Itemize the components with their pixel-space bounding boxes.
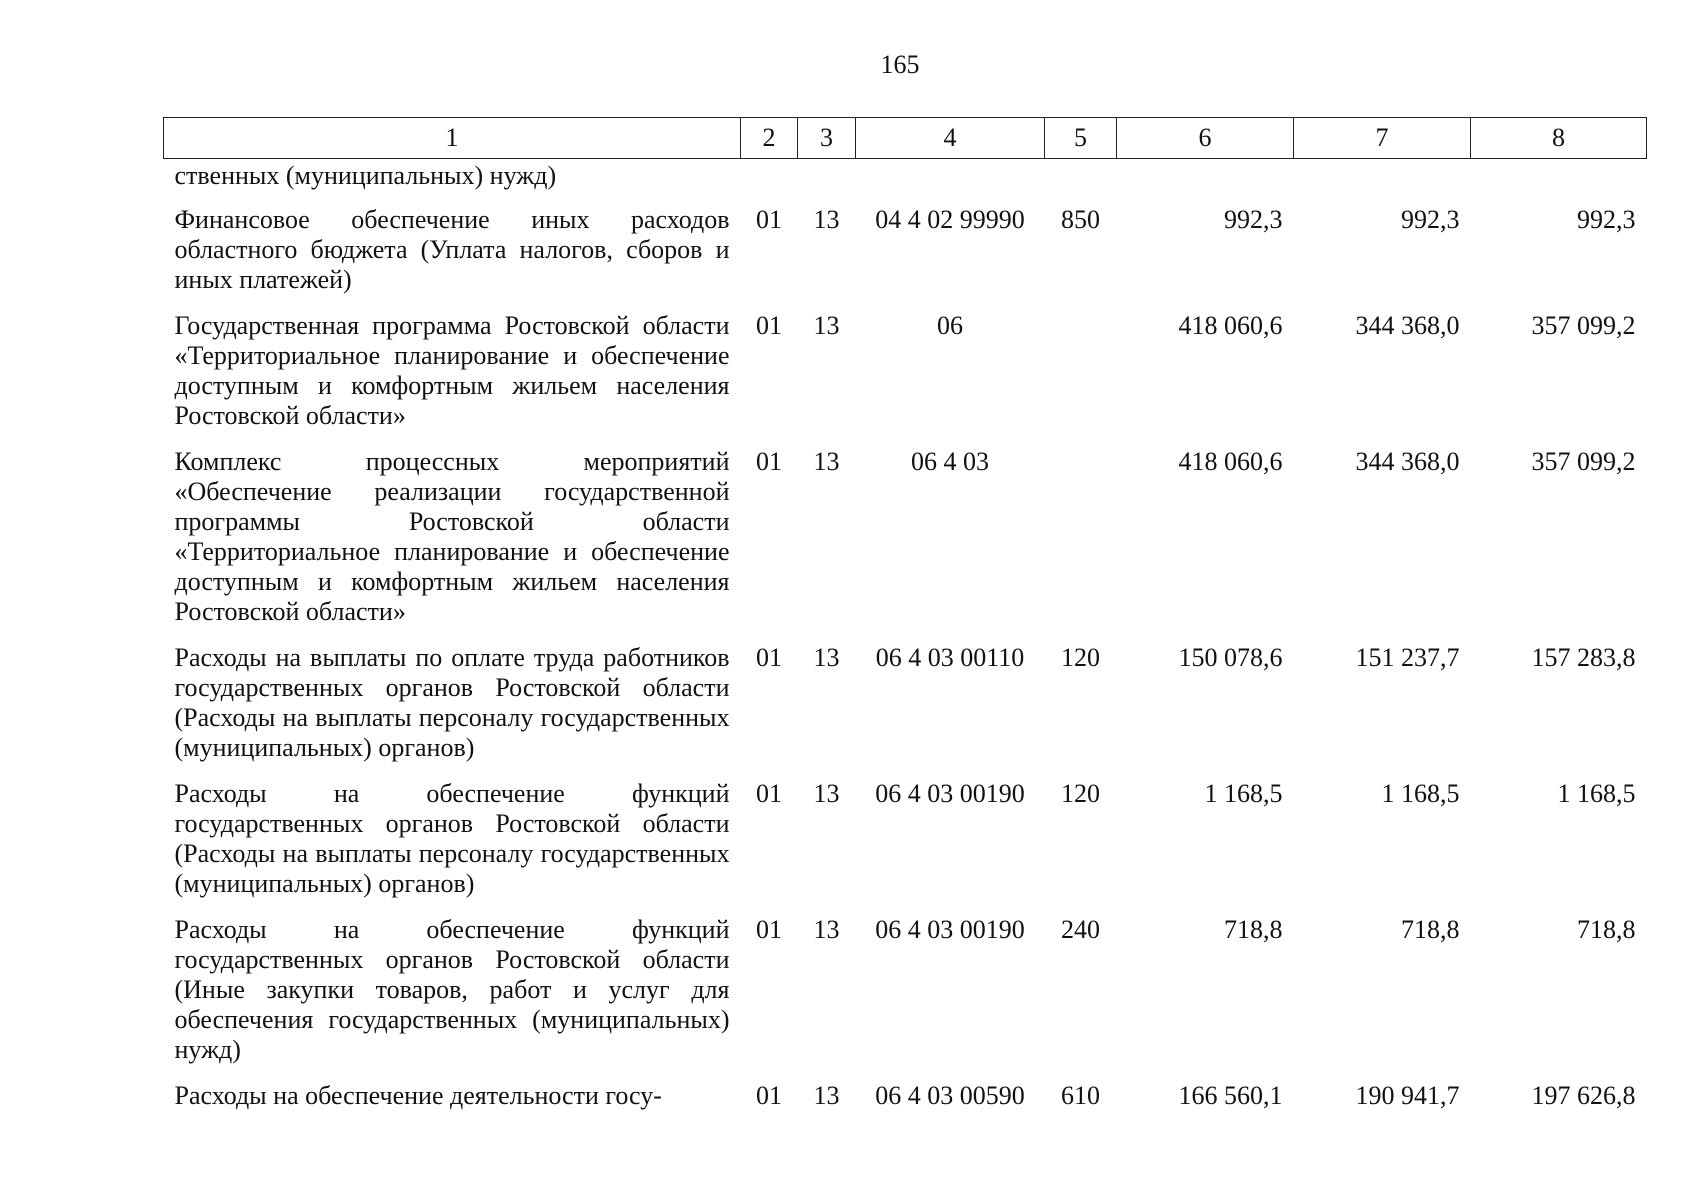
row-section: 01 — [756, 915, 782, 944]
table-row — [164, 771, 1647, 907]
row-amount-6: 150 078,6 — [1178, 643, 1283, 672]
row-target-code: 06 — [937, 311, 963, 340]
header-cell-4: 4 — [856, 118, 1045, 159]
row-target-code: 06 4 03 00590 — [875, 1081, 1025, 1110]
row-subsection: 13 — [813, 311, 840, 340]
row-expense-type: 610 — [1061, 1081, 1100, 1110]
row-section: 01 — [756, 447, 782, 476]
row-name: Государственная программа Ростовской области «Территориальное планирование и обеспечение доступным и комфортным жильем населения Ростовской области» — [174, 311, 730, 430]
row-amount-6: 1 168,5 — [1204, 779, 1283, 808]
row-amount-8: 1 168,5 — [1557, 779, 1636, 808]
row-amount-8: 992,3 — [1577, 205, 1636, 234]
row-amount-8: 197 626,8 — [1531, 1081, 1636, 1110]
row-expense-type: 240 — [1061, 915, 1100, 944]
row-amount-7: 151 237,7 — [1355, 643, 1460, 672]
row-expense-type — [1045, 439, 1117, 635]
table-row — [164, 907, 1647, 1073]
row-amount-6: 718,8 — [1224, 915, 1283, 944]
row-subsection: 13 — [813, 779, 840, 808]
row-section: 01 — [756, 205, 782, 234]
header-cell-7: 7 — [1294, 118, 1471, 159]
row-section: 01 — [756, 311, 782, 340]
row-amount-8: 357 099,2 — [1531, 311, 1636, 340]
row-name: ственных (муниципальных) нужд) — [174, 161, 557, 190]
header-cell-6: 6 — [1117, 118, 1294, 159]
row-name: Расходы на обеспечение функций государственных органов Ростовской области (Расходы на выплаты персоналу государственных (муниципальных) органов) — [174, 779, 730, 898]
row-amount-6: 992,3 — [1224, 205, 1283, 234]
row-subsection: 13 — [813, 643, 840, 672]
row-target-code: 06 4 03 00190 — [875, 915, 1025, 944]
row-name: Расходы на обеспечение функций государственных органов Ростовской области (Иные закупки товаров, работ и услуг для обеспечения государственных (муниципальных) нужд) — [174, 915, 730, 1064]
row-amount-7: 992,3 — [1401, 205, 1460, 234]
row-amount-7: 344 368,0 — [1355, 311, 1460, 340]
row-expense-type — [1045, 303, 1117, 439]
row-name: Расходы на обеспечение деятельности госу- — [174, 1081, 662, 1110]
budget-table — [163, 117, 1647, 1119]
header-cell-5: 5 — [1045, 118, 1117, 159]
row-expense-type: 120 — [1061, 779, 1100, 808]
header-cell-3: 3 — [798, 118, 856, 159]
table-row — [164, 1073, 1647, 1119]
row-expense-type: 120 — [1061, 643, 1100, 672]
row-name: Финансовое обеспечение иных расходов областного бюджета (Уплата налогов, сборов и иных платежей) — [174, 205, 730, 294]
row-target-code: 06 4 03 — [911, 447, 989, 476]
row-amount-8: 718,8 — [1577, 915, 1636, 944]
row-target-code: 04 4 02 99990 — [875, 205, 1025, 234]
row-name: Расходы на выплаты по оплате труда работников государственных органов Ростовской области (Расходы на выплаты персоналу государственных (муниципальных) органов) — [174, 643, 730, 762]
table-row — [164, 197, 1647, 303]
row-amount-7: 344 368,0 — [1355, 447, 1460, 476]
header-row — [164, 118, 1647, 159]
row-amount-7: 190 941,7 — [1355, 1081, 1460, 1110]
row-name: Комплекс процессных мероприятий «Обеспечение реализации государственной программы Ростовской области «Территориальное планирование и обеспечение доступным и комфортным жильем населения Ростовской области» — [174, 447, 730, 626]
header-cell-2: 2 — [741, 118, 798, 159]
row-target-code: 06 4 03 00110 — [875, 643, 1025, 672]
table-row — [164, 635, 1647, 771]
continuation-row — [164, 159, 1647, 198]
table-row — [164, 303, 1647, 439]
row-subsection: 13 — [813, 447, 840, 476]
row-amount-7: 718,8 — [1401, 915, 1460, 944]
row-amount-6: 418 060,6 — [1178, 311, 1283, 340]
row-amount-7: 1 168,5 — [1381, 779, 1460, 808]
row-amount-8: 157 283,8 — [1531, 643, 1636, 672]
header-cell-8: 8 — [1471, 118, 1647, 159]
row-subsection: 13 — [813, 205, 840, 234]
row-target-code: 06 4 03 00190 — [875, 779, 1025, 808]
row-section: 01 — [756, 779, 782, 808]
row-section: 01 — [756, 643, 782, 672]
row-amount-6: 166 560,1 — [1178, 1081, 1283, 1110]
table-row — [164, 439, 1647, 635]
row-expense-type: 850 — [1061, 205, 1100, 234]
table-header — [164, 118, 1647, 159]
row-section: 01 — [756, 1081, 782, 1110]
row-subsection: 13 — [813, 915, 840, 944]
row-amount-8: 357 099,2 — [1531, 447, 1636, 476]
header-cell-1: 1 — [164, 118, 741, 159]
row-amount-6: 418 060,6 — [1178, 447, 1283, 476]
row-subsection: 13 — [813, 1081, 840, 1110]
page-number: 165 — [880, 50, 920, 79]
